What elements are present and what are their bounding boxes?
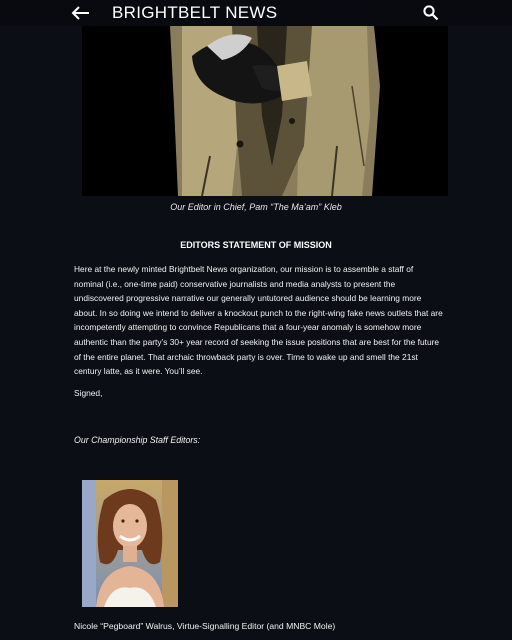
app-title[interactable]: BRIGHTBELT NEWS — [112, 3, 278, 22]
staff-heading: Our Championship Staff Editors: — [74, 435, 201, 445]
editor-in-chief-photo — [82, 26, 448, 196]
search-button[interactable] — [422, 4, 440, 22]
arrow-left-icon — [70, 3, 92, 23]
back-button[interactable] — [70, 3, 92, 23]
app-bar — [0, 0, 512, 26]
hero-caption: Our Editor in Chief, Pam “The Ma’am” Kleb — [170, 202, 342, 212]
staff-portrait — [82, 480, 178, 607]
signoff: Signed, — [74, 388, 103, 398]
search-icon — [422, 4, 440, 22]
mission-heading: EDITORS STATEMENT OF MISSION — [180, 240, 332, 250]
staff-caption: Nicole “Pegboard” Walrus, Virtue-Signalling Editor (and MNBC Mole) — [74, 621, 336, 631]
mission-statement: Here at the newly minted Brightbelt News organization, our mission is to assemble a staff of nominal (i.e., one-time paid) conservative journalists and media analysts to present the undiscovered progressive narrative our generally untutored audience should be learning more about. In so doing we intend to deliver a knockout punch to the right-wing fake news outlets that are incompetently attempting to convince Republicans that a four-year anomaly is somehow more authentic than the party’s 30+ year record of seeking the issue positions that are best for the future of the entire planet. That archaic throwback party is over. Time to wake up and smell the 21st century latte, as it were. You’ll see. — [74, 264, 443, 377]
